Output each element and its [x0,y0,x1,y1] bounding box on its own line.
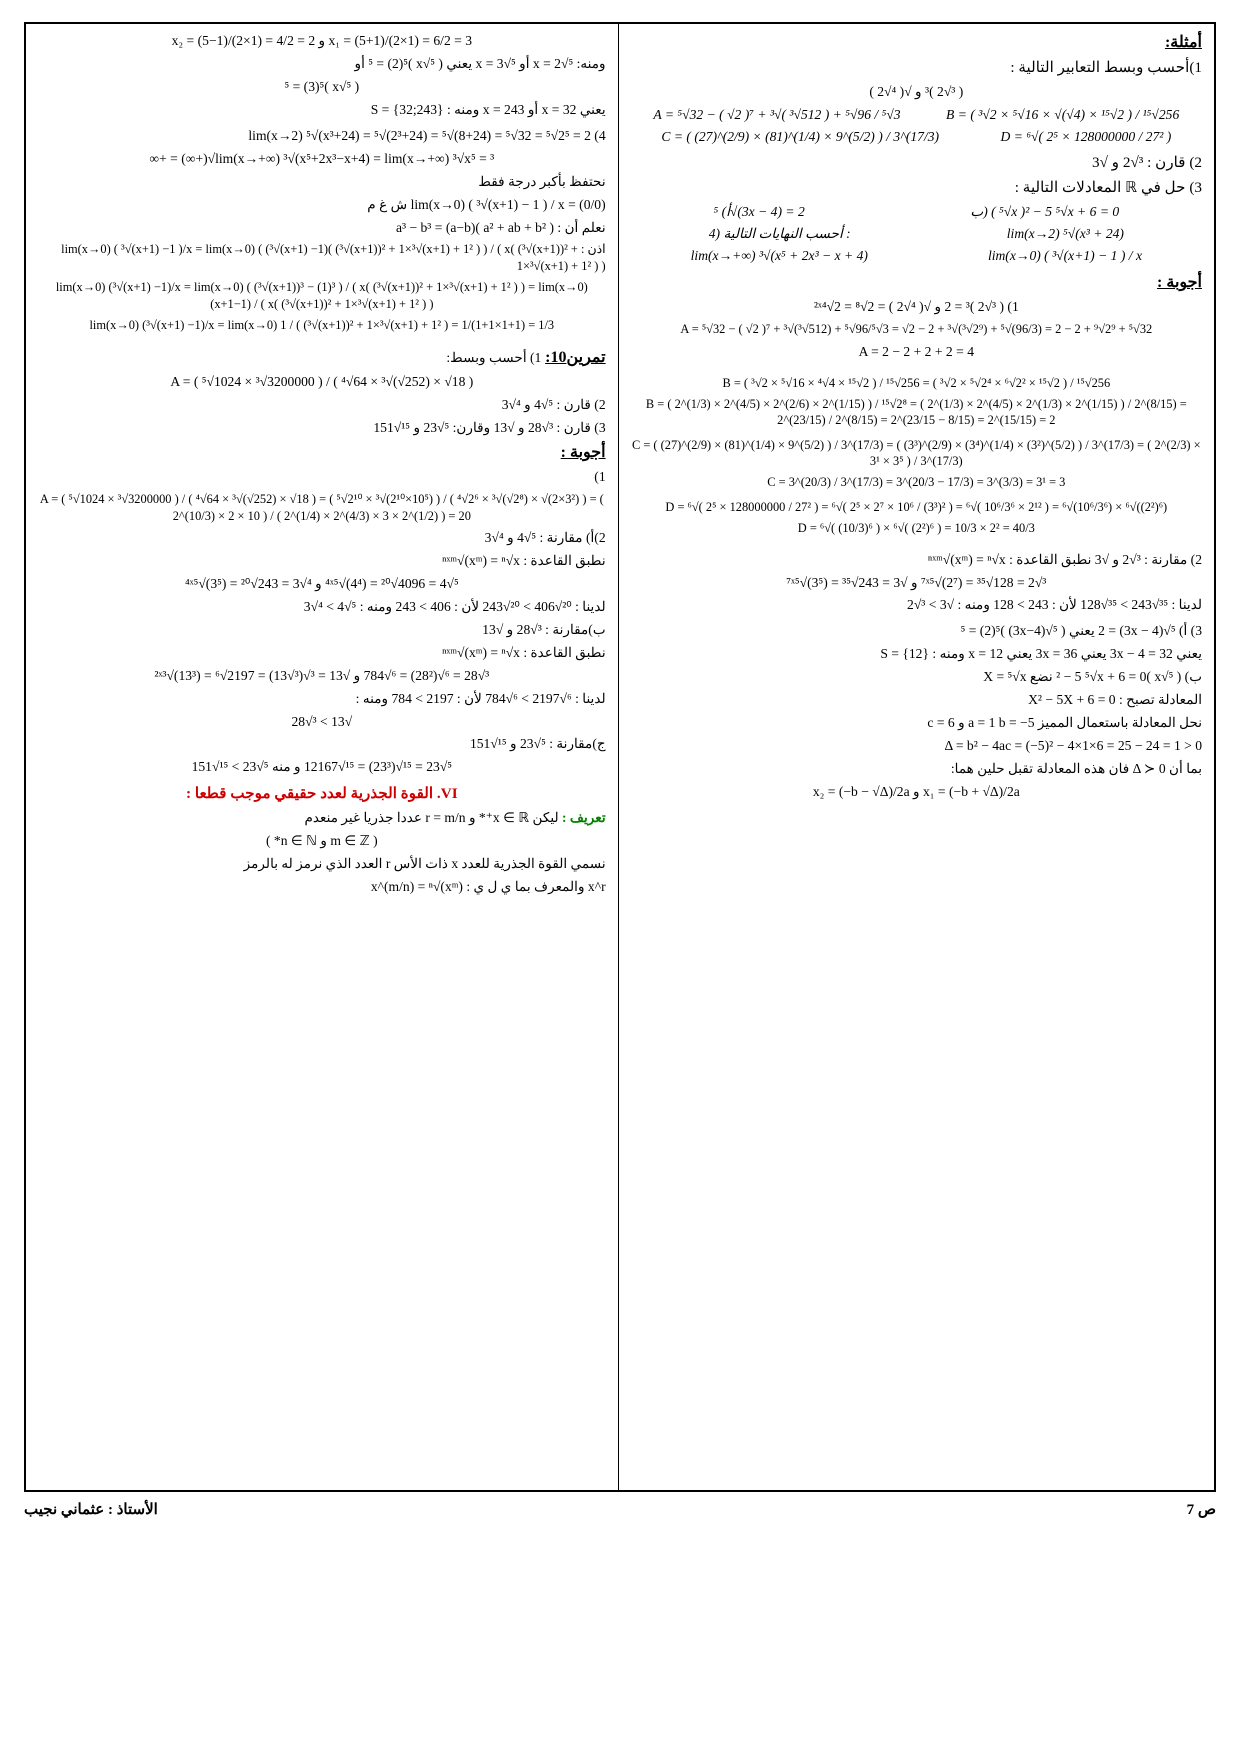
expr-A: A = ⁵√32 − ( √2 )⁷ + ³√( ³√512 ) + ⁵√96 / ⁵√3 [653,107,901,123]
left-line-11: lim(x→0) (³√(x+1) −1)/x = lim(x→0) ( (³√(x+1))³ − (1)³ ) / ( x( (³√(x+1))² + 1×³√(x+1) + 1² ) ) = lim(x→0) (x+1−1) / ( x( (³√(x+1))² + 1×³√(x+1) + 1² ) ) [55,280,588,311]
answer-3a-line-2: يعني 3x − 4 = 32 يعني 3x = 36 يعني x = 12 ومنه : S = {12} [880,646,1202,662]
answer-3b-line-6: x₁ = (−b + √Δ)/2a و x₂ = (−b − √Δ)/2a [812,783,1020,799]
question-2-label: 2) قارن : ³√2 و √3 [1092,154,1202,172]
answer-3b-line-1: ب) ( ⁵√x )² − 5 ⁵√x + 6 = 0 نضع X = ⁵√x [983,669,1202,685]
left-answer-2-line-2: لدينا : ²⁰√406 > ²⁰√243 لأن : 406 > 243 ومنه : ⁵√4 > ⁴√3 [303,598,606,614]
question-4-lim1: lim(x→2) ⁵√(x³ + 24) [1006,226,1124,242]
left-line-9: نعلم أن : a³ − b³ = (a−b)( a² + ab + b² ) [395,219,606,235]
expr-A-B-row [631,107,1202,123]
left-column [26,24,618,1490]
left-answer-2-line-1: ⁵√4 = ⁴ˣ⁵√(4⁴) = ²⁰√4096 و ⁴√3 = ⁴ˣ⁵√(3⁵) = ²⁰√243 [184,575,459,591]
expr-D: D = ⁶√( 2⁵ × 128000000 / 27² ) [1000,129,1172,145]
left-line-6: lim(x→+∞) ³√(x⁵+2x³−x+4) = lim(x→+∞) ³√x⁵ = ³√(+∞) = +∞ [149,150,495,166]
answer-D-line-1: D = ⁶√( 2⁵ × 128000000 / 27² ) = ⁶√( 2⁵ × 2⁷ × 10⁶ / (3³)² ) = ⁶√( 10⁶/3⁶ × 2¹² ) = ⁶√(10⁶/3⁶) × ⁶√((2²)⁶) [665,499,1168,514]
left-answer-1-expr: A = ( ⁵√1024 × ³√3200000 ) / ( ⁴√64 × ³√(√252) × √18 ) = ( ⁵√2¹⁰ × ³√(2¹⁰×10⁵) ) / ( ⁴√2⁶ × ³√(√2⁸) × √(2×3²) ) = ( 2^(10/3) × 2 × 10 ) / ( 2^(1/4) × 2^(4/3) × 3 × 2^(1/2) ) = 20 [39,492,604,523]
left-answer-b-line-3: √13 > ³√28 [291,713,353,729]
exercise-q3: 3) قارن : ³√28 و √13 وقارن: ⁵√23 و ¹⁵√151 [373,420,606,436]
expr-C: C = ( (27)^(2/9) × (81)^(1/4) × 9^(5/2) ) / 3^(17/3) [661,129,940,145]
answer-3b-line-5: بما أن Δ ≻ 0 فان هذه المعادلة تقبل حلين هما: [950,761,1202,777]
answer-B-line-2: B = ( 2^(1/3) × 2^(4/5) × 2^(2/6) × 2^(1/15) ) / ¹⁵√2⁸ = ( 2^(1/3) × 2^(4/5) × 2^(1/3) × 2^(1/15) ) / 2^(8/15) = 2^(23/15) / 2^(8/15) = 2^(23/15 − 8/15) = 2^(15/15) = 2 [645,396,1187,428]
left-answer-2-label: 2)أ) مقارنة : ⁵√4 و ⁴√3 [484,530,606,546]
expr-B: B = ( ³√2 × ⁵√16 × √(√4) × ¹⁵√2 ) / ¹⁵√256 [946,107,1180,123]
answer-2-line-2: لدينا : ³⁵√243 > ³⁵√128 لأن : 243 > 128 ومنه : √3 > ³√2 [907,597,1202,613]
definition-line-3: نسمي القوة الجذرية للعدد x ذات الأس r العدد الذي نرمز له بالرمز [243,856,606,872]
question-4-label: 4) أحسب النهايات التالية : [708,226,851,242]
exercise-10-heading-row [38,347,606,368]
question-3b: ب) ( ⁵√x )² − 5 ⁵√x + 6 = 0 [970,204,1120,220]
question-4-lim3: lim(x→0) ( ³√(x+1) − 1 ) / x [987,248,1143,264]
answer-3b-line-3: نحل المعادلة باستعمال المميز a = 1 b = −5 و c = 6 [927,715,1202,731]
page-number: ص 7 [1186,1502,1216,1518]
left-line-5: 4) lim(x→2) ⁵√(x³+24) = ⁵√(2³+24) = ⁵√(8+24) = ⁵√32 = ⁵√2⁵ = 2 [248,127,606,143]
definition-line-4: x^r والمعرف بما ي ل ي : x^(m/n) = ⁿ√(xᵐ) [370,879,606,895]
left-line-12: lim(x→0) (³√(x+1) −1)/x = lim(x→0) 1 / ( (³√(x+1))² + 1×³√(x+1) + 1² ) = 1/(1+1×1+1) = 1/3 [89,317,555,332]
left-answer-c-line-1: ⁵√23 = ¹⁵√(23³) = ¹⁵√12167 و منه ⁵√23 > ¹⁵√151 [191,759,453,775]
content-frame [24,22,1216,1492]
answer-2-line-1: ³√2 = ⁷ˣ⁵√(2⁷) = ³⁵√128 و √3 = ⁷ˣ⁵√(3⁵) = ³⁵√243 [786,574,1047,590]
definition-row [38,809,606,827]
left-line-4: يعني x = 32 أو x = 243 ومنه : S = {32;243} [370,101,606,117]
answer-3a-line-1: 3) أ) ⁵√(3x − 4) = 2 يعني ( ⁵√(3x−4) )⁵ = (2)⁵ [960,623,1202,639]
left-answer-b-line-1: ³√28 = ⁶√(28²) = ⁶√784 و √13 = ³√(³√13) = ²ˣ³√(13³) = ⁶√2197 [154,667,490,683]
answer-C-line-2: C = 3^(20/3) / 3^(17/3) = 3^(20/3 − 17/3) = 3^(3/3) = 3¹ = 3 [767,475,1066,490]
question-1-label: 1)أحسب وبسط التعابير التالية : [1010,59,1202,77]
question-4-lims-row [631,248,1202,264]
answers-heading: أجوبة : [1157,274,1202,292]
question-4-row [631,226,1202,242]
definition-label: تعريف : [562,810,606,826]
definition-line-2: ( m ∈ ℤ و n ∈ ℕ* ) [265,833,378,849]
answer-1-line-3: A = 2 − 2 + 2 + 2 = 4 [858,343,974,359]
exercise-10-q1: 1) أحسب وبسط: [446,350,542,366]
left-answer-c-label: ج)مقارنة : ⁵√23 و ¹⁵√151 [469,736,606,752]
question-1-expressions: ( ³√2 )³ و √( ⁴√2 ) [869,84,964,100]
left-line-8: lim(x→0) ( ³√(x+1) − 1 ) / x = (0/0) ش غ م [367,196,606,212]
exercise-10-heading: تمرين10: [545,349,606,367]
left-answers-heading: أجوبة : [560,444,606,462]
left-answer-b-rule: نطبق القاعدة : ⁿˣᵐ√(xᵐ) = ⁿ√x [442,644,606,660]
answer-D-line-2: D = ⁶√( (10/3)⁶ ) × ⁶√( (2²)⁶ ) = 10/3 × 2² = 40/3 [797,521,1035,536]
answer-1-line-1: 1) ( ³√2 )³ = 2 و √( ⁴√2 ) = ²ˣ⁴√2 = ⁸√2 [813,299,1019,315]
left-answer-1-label: 1) [594,469,606,485]
question-4-lim2: lim(x→+∞) ³√(x⁵ + 2x³ − x + 4) [690,248,868,264]
left-answer-2-rule: نطبق القاعدة : ⁿˣᵐ√(xᵐ) = ⁿ√x [442,552,606,568]
answer-B-line-1: B = ( ³√2 × ⁵√16 × ⁴√4 × ¹⁵√2 ) / ¹⁵√256 = ( ³√2 × ⁵√2⁴ × ⁶√2² × ¹⁵√2 ) / ¹⁵√256 [722,375,1111,390]
page-footer [24,1500,1216,1519]
right-column [618,24,1214,1490]
left-answer-b-label: ب)مقارنة : ³√28 و √13 [482,621,606,637]
exercise-expr-A: A = ( ⁵√1024 × ³√3200000 ) / ( ⁴√64 × ³√(√252) × √18 ) [170,374,474,390]
answer-1-line-2: A = ⁵√32 − ( √2 )⁷ + ³√(³√512) + ⁵√96/⁵√3 = √2 − 2 + ³√(³√2⁹) + ⁵√(96/3) = 2 − 2 + ⁹√2⁹ + ⁵√32 [680,322,1153,337]
answer-C-line-1: C = ( (27)^(2/9) × (81)^(1/4) × 9^(5/2) ) / 3^(17/3) = ( (3³)^(2/9) × (3⁴)^(1/4) × (3²)^(5/2) ) / 3^(17/3) = ( 2^(2/3) × 3¹ × 3⁵ ) / 3^(17/3) [631,437,1201,469]
expr-C-D-row [631,129,1202,145]
answer-2-label: 2) مقارنة : ³√2 و √3 نطبق القاعدة : ⁿˣᵐ√(xᵐ) = ⁿ√x [927,551,1202,567]
question-3-equations-row [631,204,1202,220]
definition-line-1: ليكن x ∈ ℝ⁺* و r = m/n عددا جذريا غير منعدم [304,810,559,826]
top-roots-line: x₁ = (5+1)/(2×1) = 6/2 = 3 و x₂ = (5−1)/(2×1) = 4/2 = 2 [171,33,472,48]
answer-3b-line-2: المعادلة تصبح : X² − 5X + 6 = 0 [1028,692,1202,708]
exercise-q2: 2) قارن : ⁵√4 و ⁴√3 [501,397,606,413]
question-3a: أ) ⁵√(3x − 4) = 2 [713,204,805,220]
answer-3b-line-4: Δ = b² − 4ac = (−5)² − 4×1×6 = 25 − 24 = 1 > 0 [944,738,1202,754]
left-line-3: ( ⁵√x )⁵ = (3)⁵ [284,78,360,94]
left-answer-b-line-2: لدينا : ⁶√2197 > ⁶√784 لأن : 2197 > 784 ومنه : [355,690,606,706]
examples-heading: أمثلة: [1164,34,1202,51]
left-line-7: نحتفظ بأكبر درجة فقط [478,173,606,189]
teacher-name: الأستاذ : عثماني نجيب [24,1502,158,1518]
section-6-heading: VI. القوة الجذرية لعدد حقيقي موجب قطعا : [186,785,458,803]
left-line-10: اذن : lim(x→0) ( ³√(x+1) −1 )/x = lim(x→0) ( (³√(x+1) −1)( (³√(x+1))² + 1×³√(x+1) + 1² ) ) / ( x( (³√(x+1))² + 1×³√(x+1) + 1² ) ) [61,242,606,273]
left-line-2: ومنه: ⁵√x = 2 أو ⁵√x = 3 يعني ( ⁵√x )⁵ = (2)⁵ أو [354,55,606,71]
question-3-label: 3) حل في ℝ المعادلات التالية : [1014,179,1202,197]
